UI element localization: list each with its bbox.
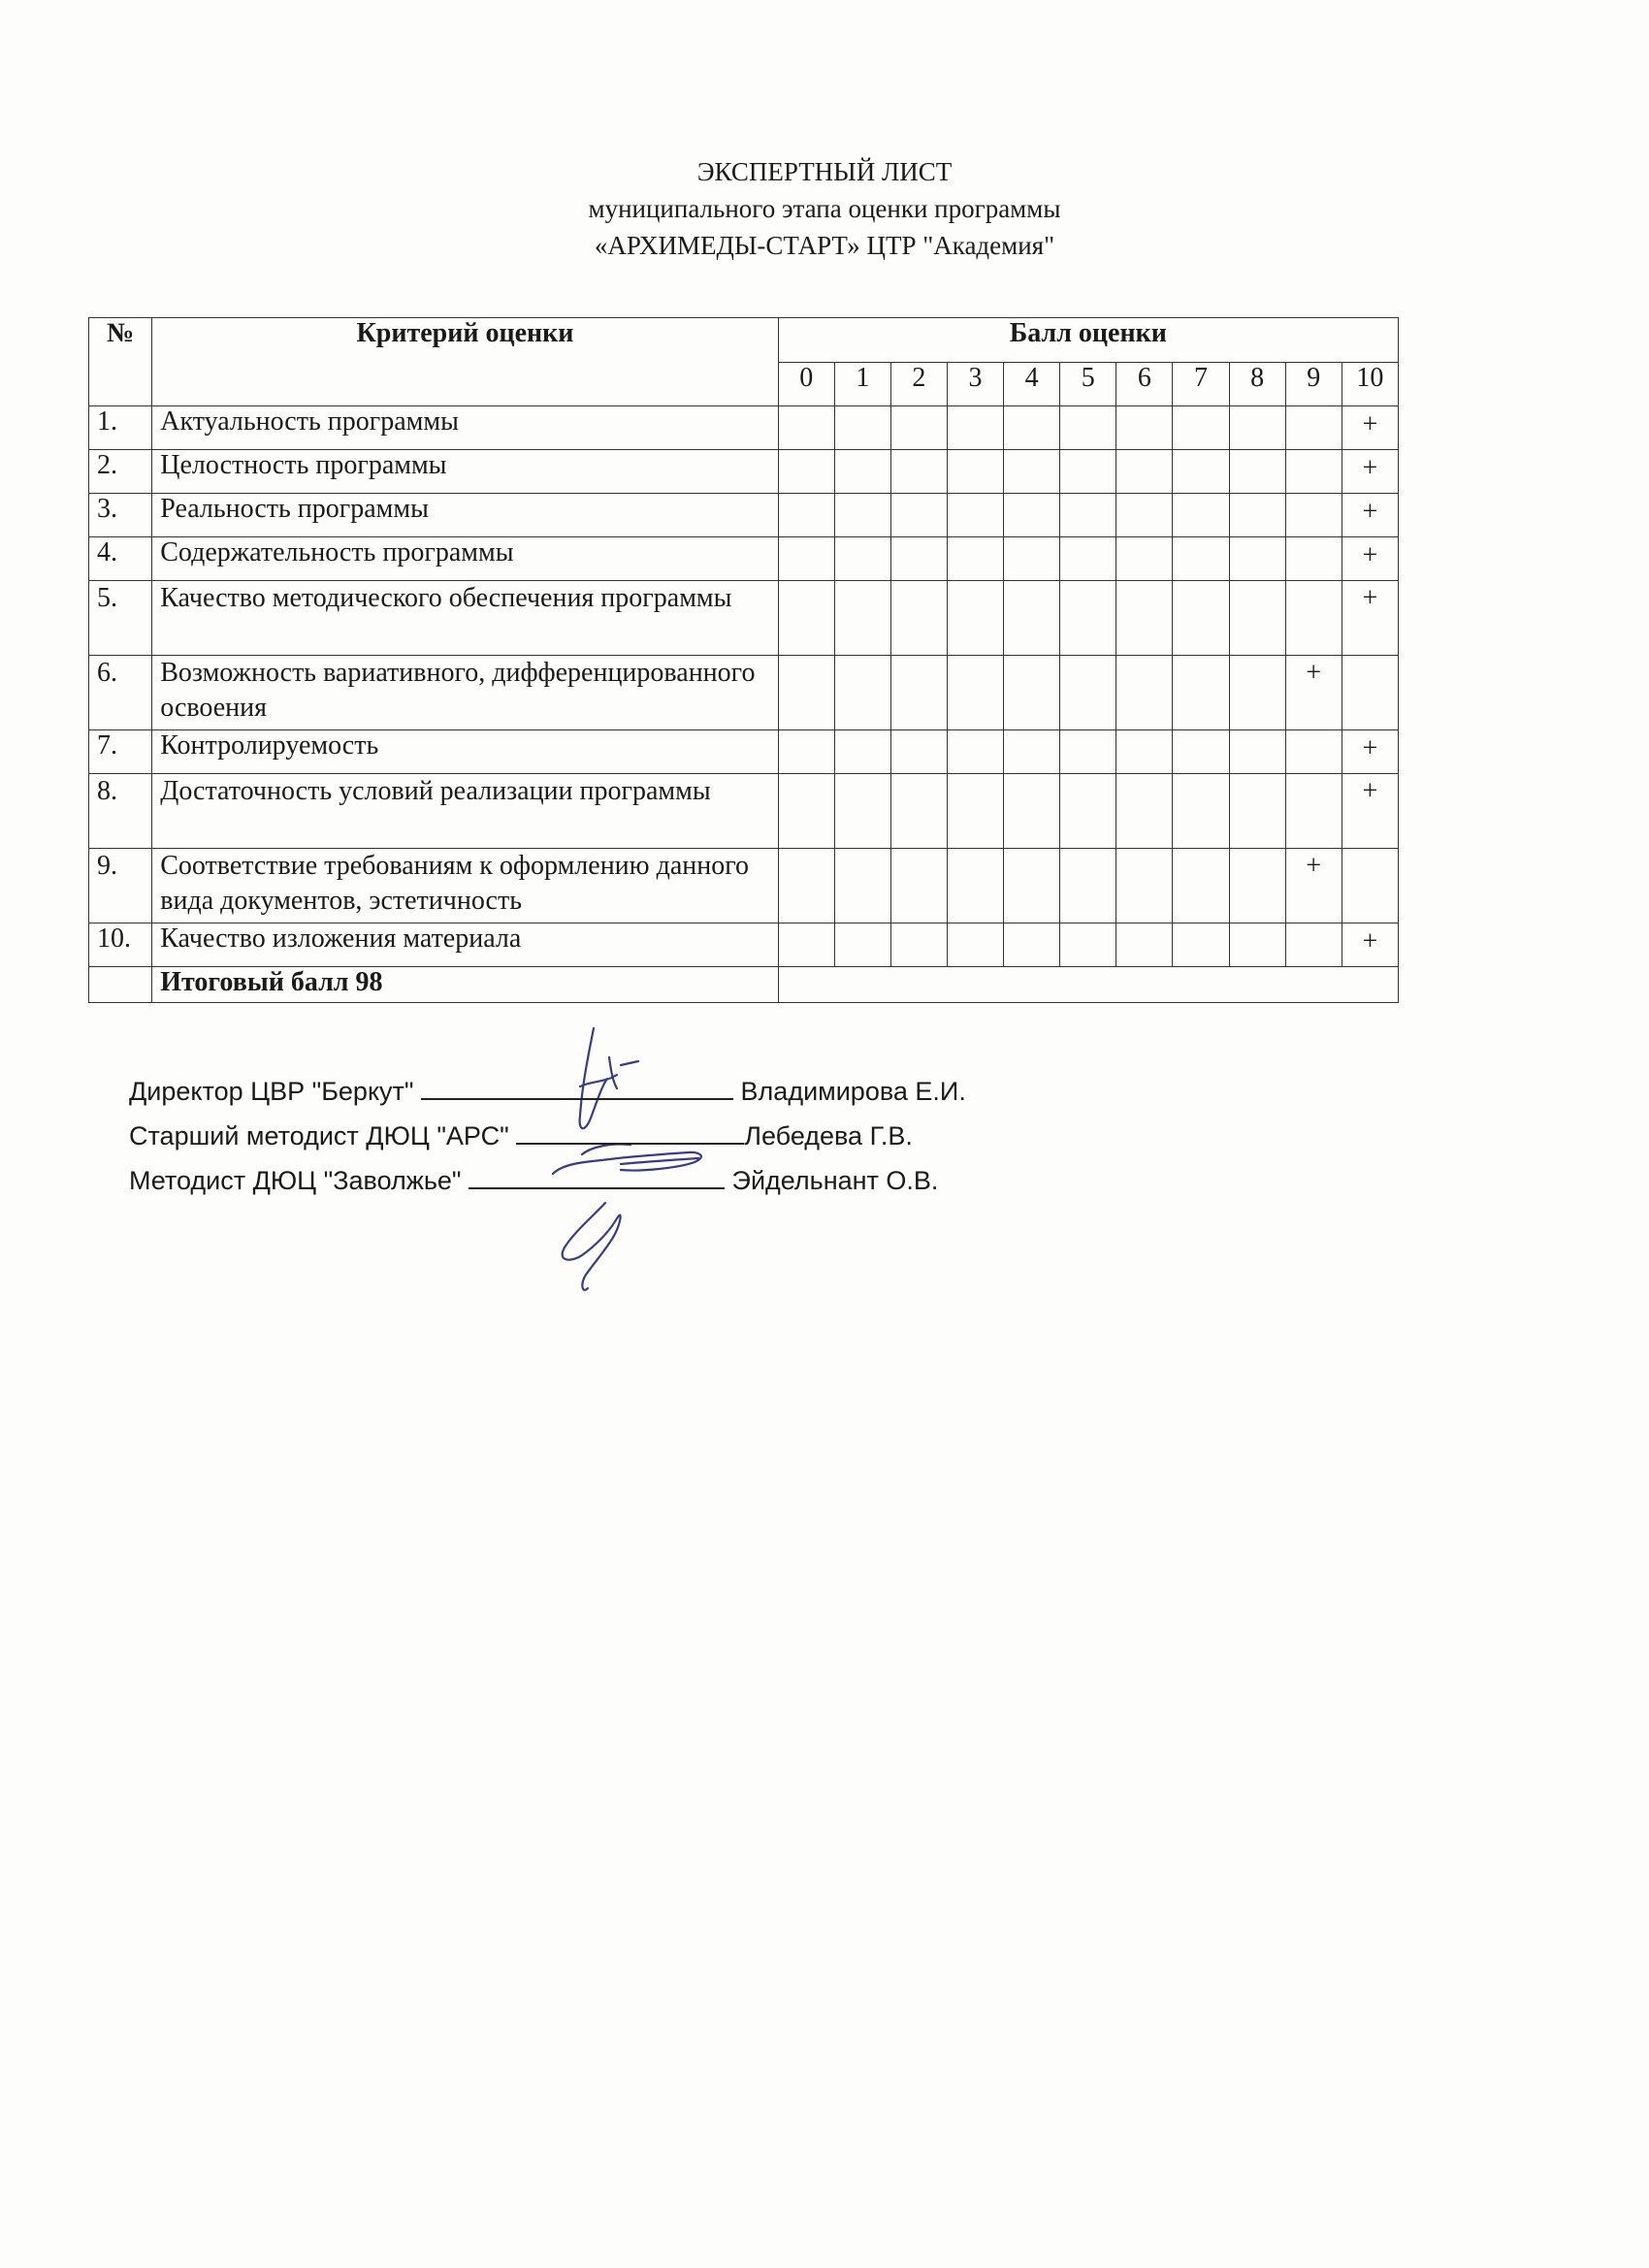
score-mark: + bbox=[1342, 450, 1398, 494]
score-cell bbox=[1060, 656, 1116, 730]
table-body bbox=[89, 406, 1399, 967]
row-number: 8. bbox=[89, 774, 152, 849]
score-cell bbox=[890, 923, 947, 967]
row-criterion: Контролируемость bbox=[152, 730, 778, 774]
score-cell bbox=[947, 581, 1003, 656]
score-cell bbox=[1173, 730, 1229, 774]
score-cell bbox=[1116, 406, 1173, 450]
score-cell bbox=[1060, 581, 1116, 656]
score-cell bbox=[1060, 494, 1116, 537]
score-header-cell: 10 bbox=[1342, 363, 1398, 406]
score-cell bbox=[834, 450, 890, 494]
score-cell bbox=[778, 774, 834, 849]
signatures-block bbox=[129, 1069, 966, 1203]
score-cell bbox=[1173, 581, 1229, 656]
total-empty-cell bbox=[89, 967, 152, 1003]
score-cell bbox=[947, 537, 1003, 581]
score-cell bbox=[890, 494, 947, 537]
header-score: Балл оценки bbox=[778, 318, 1398, 363]
score-cell bbox=[1004, 923, 1060, 967]
score-cell bbox=[1173, 656, 1229, 730]
score-header-cell: 1 bbox=[834, 363, 890, 406]
score-cell bbox=[834, 730, 890, 774]
score-cell bbox=[778, 450, 834, 494]
score-cell bbox=[1229, 406, 1285, 450]
score-cell bbox=[1173, 923, 1229, 967]
score-cell bbox=[778, 494, 834, 537]
signature-name: Эйдельнант О.В. bbox=[731, 1166, 939, 1195]
table-row bbox=[89, 849, 1399, 923]
score-mark: + bbox=[1342, 537, 1398, 581]
score-cell bbox=[1060, 450, 1116, 494]
signature-role: Директор ЦВР "Беркут" bbox=[129, 1077, 414, 1106]
score-cell bbox=[1229, 849, 1285, 923]
score-cell bbox=[947, 730, 1003, 774]
total-label: Итоговый балл 98 bbox=[152, 967, 778, 1003]
score-cell bbox=[1285, 494, 1342, 537]
score-cell bbox=[834, 656, 890, 730]
score-header-cell: 5 bbox=[1060, 363, 1116, 406]
score-cell bbox=[778, 581, 834, 656]
row-number: 5. bbox=[89, 581, 152, 656]
row-number: 6. bbox=[89, 656, 152, 730]
score-cell bbox=[1173, 537, 1229, 581]
score-cell bbox=[834, 849, 890, 923]
score-cell bbox=[1116, 581, 1173, 656]
score-cell bbox=[1060, 774, 1116, 849]
score-header-cell: 7 bbox=[1173, 363, 1229, 406]
row-criterion: Реальность программы bbox=[152, 494, 778, 537]
score-cell bbox=[778, 406, 834, 450]
score-mark: + bbox=[1285, 656, 1342, 730]
signature-name: Владимирова Е.И. bbox=[740, 1077, 966, 1106]
score-cell bbox=[778, 730, 834, 774]
table-row bbox=[89, 450, 1399, 494]
row-number: 2. bbox=[89, 450, 152, 494]
score-cell bbox=[1004, 494, 1060, 537]
score-cell bbox=[1173, 406, 1229, 450]
evaluation-table bbox=[88, 317, 1399, 1003]
score-cell bbox=[1060, 537, 1116, 581]
table-row bbox=[89, 730, 1399, 774]
score-header-cell: 6 bbox=[1116, 363, 1173, 406]
score-cell bbox=[890, 406, 947, 450]
row-number: 9. bbox=[89, 849, 152, 923]
score-cell bbox=[947, 406, 1003, 450]
signature-role: Старший методист ДЮЦ "АРС" bbox=[129, 1121, 509, 1150]
score-cell bbox=[1342, 656, 1398, 730]
score-mark: + bbox=[1342, 406, 1398, 450]
score-cell bbox=[1116, 774, 1173, 849]
score-cell bbox=[1173, 494, 1229, 537]
score-cell bbox=[1285, 537, 1342, 581]
score-cell bbox=[1229, 730, 1285, 774]
row-number: 4. bbox=[89, 537, 152, 581]
score-cell bbox=[1285, 774, 1342, 849]
row-criterion: Качество изложения материала bbox=[152, 923, 778, 967]
score-cell bbox=[890, 581, 947, 656]
score-cell bbox=[947, 774, 1003, 849]
score-cell bbox=[1116, 923, 1173, 967]
score-cell bbox=[1285, 406, 1342, 450]
score-header-cell: 4 bbox=[1004, 363, 1060, 406]
score-cell bbox=[890, 774, 947, 849]
score-cell bbox=[947, 494, 1003, 537]
row-criterion: Содержательность программы bbox=[152, 537, 778, 581]
title-line-1: ЭКСПЕРТНЫЙ ЛИСТ bbox=[696, 157, 953, 186]
score-cell bbox=[834, 923, 890, 967]
signature-row-senior-methodist bbox=[129, 1114, 966, 1158]
score-cell bbox=[1229, 494, 1285, 537]
score-cell bbox=[1229, 656, 1285, 730]
score-cell bbox=[1116, 656, 1173, 730]
score-cell bbox=[1004, 774, 1060, 849]
total-score-cell bbox=[778, 967, 1398, 1003]
signature-line bbox=[516, 1121, 744, 1145]
row-criterion: Достаточность условий реализации программы bbox=[152, 774, 778, 849]
row-criterion: Возможность вариативного, дифференцированного освоения bbox=[152, 656, 778, 730]
score-cell bbox=[947, 849, 1003, 923]
table-row bbox=[89, 923, 1399, 967]
title-line-3: «АРХИМЕДЫ-СТАРТ» ЦТР "Академия" bbox=[594, 231, 1055, 260]
score-cell bbox=[1004, 849, 1060, 923]
score-header-cell: 9 bbox=[1285, 363, 1342, 406]
document-title bbox=[0, 153, 1649, 264]
score-cell bbox=[1116, 494, 1173, 537]
score-cell bbox=[890, 537, 947, 581]
row-criterion: Целостность программы bbox=[152, 450, 778, 494]
score-mark: + bbox=[1342, 923, 1398, 967]
score-cell bbox=[1060, 730, 1116, 774]
row-number: 10. bbox=[89, 923, 152, 967]
score-cell bbox=[1173, 849, 1229, 923]
signature-role: Методист ДЮЦ "Заволжье" bbox=[129, 1166, 462, 1195]
score-cell bbox=[778, 656, 834, 730]
score-header-cell: 8 bbox=[1229, 363, 1285, 406]
table-row bbox=[89, 494, 1399, 537]
score-cell bbox=[890, 849, 947, 923]
score-cell bbox=[1060, 923, 1116, 967]
score-cell bbox=[1229, 774, 1285, 849]
row-number: 7. bbox=[89, 730, 152, 774]
score-cell bbox=[1173, 774, 1229, 849]
header-number: № bbox=[89, 318, 152, 406]
score-cell bbox=[1116, 849, 1173, 923]
signature-line bbox=[469, 1166, 725, 1189]
score-cell bbox=[1116, 537, 1173, 581]
score-cell bbox=[778, 923, 834, 967]
score-cell bbox=[1004, 656, 1060, 730]
table-row bbox=[89, 774, 1399, 849]
signature-row-methodist bbox=[129, 1158, 966, 1203]
score-cell bbox=[834, 406, 890, 450]
table-row bbox=[89, 406, 1399, 450]
score-cell bbox=[834, 494, 890, 537]
signature-row-director bbox=[129, 1069, 966, 1114]
score-cell bbox=[778, 849, 834, 923]
score-cell bbox=[1060, 406, 1116, 450]
score-cell bbox=[1229, 581, 1285, 656]
total-row bbox=[89, 967, 1399, 1003]
score-cell bbox=[1004, 581, 1060, 656]
score-cell bbox=[890, 656, 947, 730]
score-cell bbox=[1285, 450, 1342, 494]
row-criterion: Соответствие требованиям к оформлению данного вида документов, эстетичность bbox=[152, 849, 778, 923]
score-cell bbox=[1004, 450, 1060, 494]
score-cell bbox=[1004, 406, 1060, 450]
score-cell bbox=[1116, 730, 1173, 774]
score-cell bbox=[834, 581, 890, 656]
score-cell bbox=[1342, 849, 1398, 923]
score-cell bbox=[834, 537, 890, 581]
score-header-cell: 3 bbox=[947, 363, 1003, 406]
score-cell bbox=[1060, 849, 1116, 923]
score-cell bbox=[778, 537, 834, 581]
table-row bbox=[89, 656, 1399, 730]
score-header-cell: 2 bbox=[890, 363, 947, 406]
signature-line bbox=[421, 1077, 733, 1100]
score-cell bbox=[890, 730, 947, 774]
score-cell bbox=[1004, 730, 1060, 774]
score-cell bbox=[1285, 581, 1342, 656]
score-cell bbox=[947, 450, 1003, 494]
score-cell bbox=[1229, 537, 1285, 581]
score-cell bbox=[947, 923, 1003, 967]
score-cell bbox=[947, 656, 1003, 730]
score-cell bbox=[1285, 730, 1342, 774]
score-cell bbox=[1229, 923, 1285, 967]
table-row bbox=[89, 537, 1399, 581]
header-criterion: Критерий оценки bbox=[152, 318, 778, 406]
score-mark: + bbox=[1342, 581, 1398, 656]
score-cell bbox=[890, 450, 947, 494]
score-cell bbox=[1004, 537, 1060, 581]
score-mark: + bbox=[1342, 774, 1398, 849]
row-number: 3. bbox=[89, 494, 152, 537]
signature-name: Лебедева Г.В. bbox=[744, 1121, 913, 1150]
title-line-2: муниципального этапа оценки программы bbox=[588, 194, 1061, 223]
row-number: 1. bbox=[89, 406, 152, 450]
row-criterion: Актуальность программы bbox=[152, 406, 778, 450]
table-row bbox=[89, 581, 1399, 656]
score-cell bbox=[1285, 923, 1342, 967]
row-criterion: Качество методического обеспечения программы bbox=[152, 581, 778, 656]
score-cell bbox=[834, 774, 890, 849]
score-mark: + bbox=[1342, 730, 1398, 774]
score-mark: + bbox=[1285, 849, 1342, 923]
score-cell bbox=[1173, 450, 1229, 494]
score-mark: + bbox=[1342, 494, 1398, 537]
score-cell bbox=[1116, 450, 1173, 494]
score-header-cell: 0 bbox=[778, 363, 834, 406]
score-cell bbox=[1229, 450, 1285, 494]
